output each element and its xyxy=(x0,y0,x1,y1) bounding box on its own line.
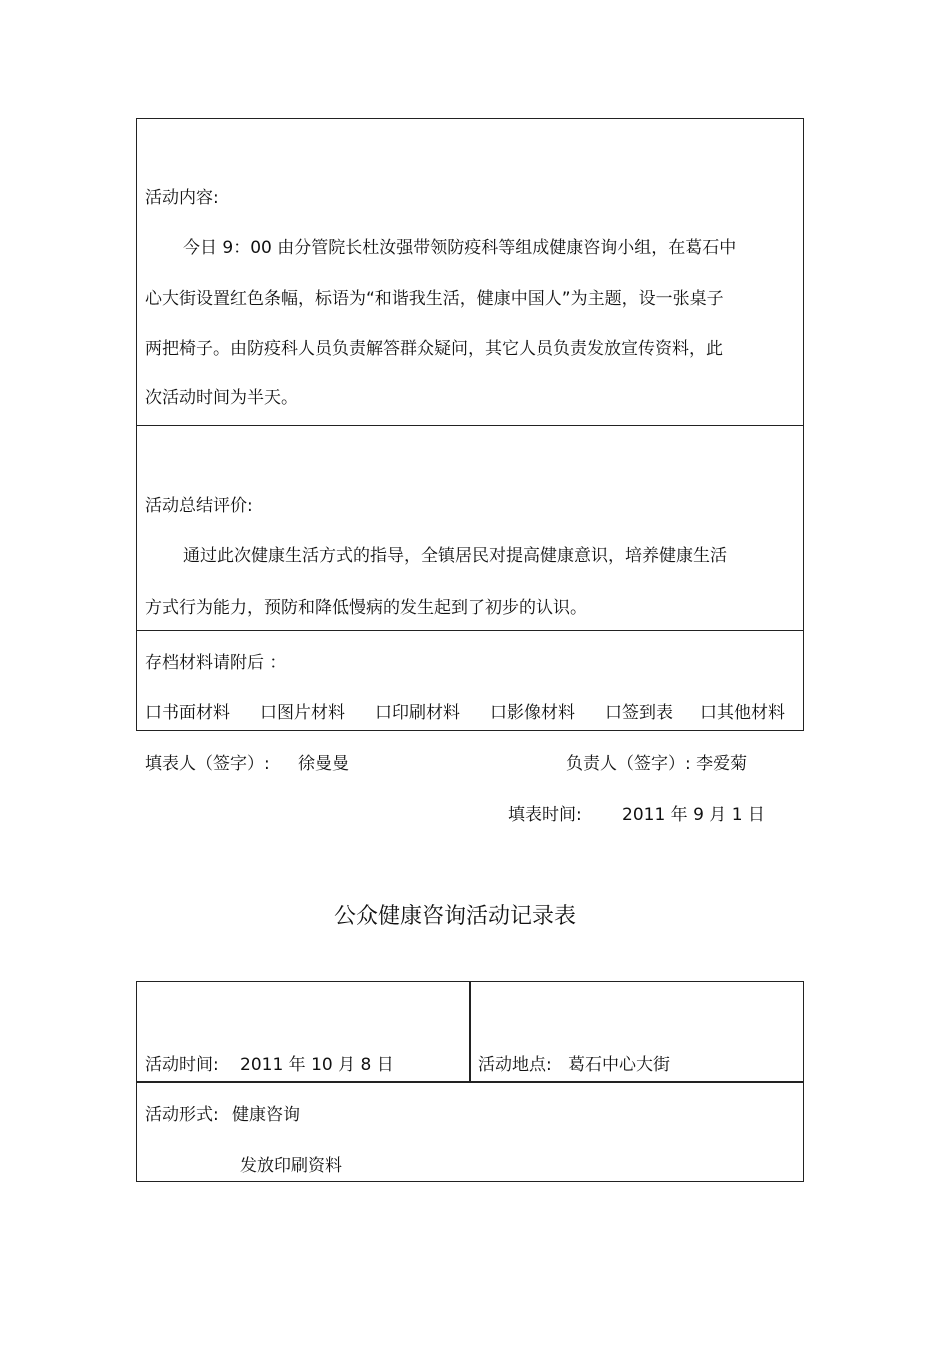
filler-label: 填表人（签字）: xyxy=(145,754,270,774)
content-line-4: 次活动时间为半天。 xyxy=(145,388,298,408)
date-value: 2011 年 9 月 1 日 xyxy=(622,805,765,825)
archive-option-signin: 口签到表 xyxy=(605,703,673,723)
owner-signature: 负责人（签字）: 李爱菊 xyxy=(566,754,748,774)
summary-label: 活动总结评价: xyxy=(145,496,253,516)
content-cell xyxy=(136,118,804,426)
page-title: 公众健康咨询活动记录表 xyxy=(334,904,577,929)
content-line-1: 今日 9：00 由分管院长杜汝强带领防疫科等组成健康咨询小组，在葛石中 xyxy=(183,238,737,258)
form-label: 活动形式: xyxy=(145,1105,219,1125)
place-label: 活动地点: xyxy=(478,1055,552,1075)
content-label: 活动内容: xyxy=(145,188,219,208)
filler-name: 徐曼曼 xyxy=(298,754,349,774)
date-label: 填表时间: xyxy=(508,805,582,825)
archive-label: 存档材料请附后 ： xyxy=(145,653,287,673)
archive-option-video: 口影像材料 xyxy=(490,703,575,723)
archive-option-written: 口书面材料 xyxy=(145,703,230,723)
time-label: 活动时间: xyxy=(145,1055,219,1075)
form-value: 健康咨询 xyxy=(232,1105,300,1125)
form-cell xyxy=(136,1081,804,1182)
archive-option-printed: 口印刷材料 xyxy=(375,703,460,723)
archive-option-pictures: 口图片材料 xyxy=(260,703,345,723)
time-value: 2011 年 10 月 8 日 xyxy=(240,1055,394,1075)
content-line-3: 两把椅子。由防疫科人员负责解答群众疑问，其它人员负责发放宣传资料，此 xyxy=(145,339,723,359)
content-line-2: 心大街设置红色条幅，标语为“和谐我生活，健康中国人”为主题，设一张桌子 xyxy=(145,289,724,309)
archive-option-other: 口其他材料 xyxy=(700,703,785,723)
summary-line-1: 通过此次健康生活方式的指导，全镇居民对提高健康意识，培养健康生活 xyxy=(183,546,727,566)
place-value: 葛石中心大街 xyxy=(568,1055,670,1075)
summary-line-2: 方式行为能力，预防和降低慢病的发生起到了初步的认识。 xyxy=(145,598,587,618)
form-value-2: 发放印刷资料 xyxy=(240,1156,342,1176)
